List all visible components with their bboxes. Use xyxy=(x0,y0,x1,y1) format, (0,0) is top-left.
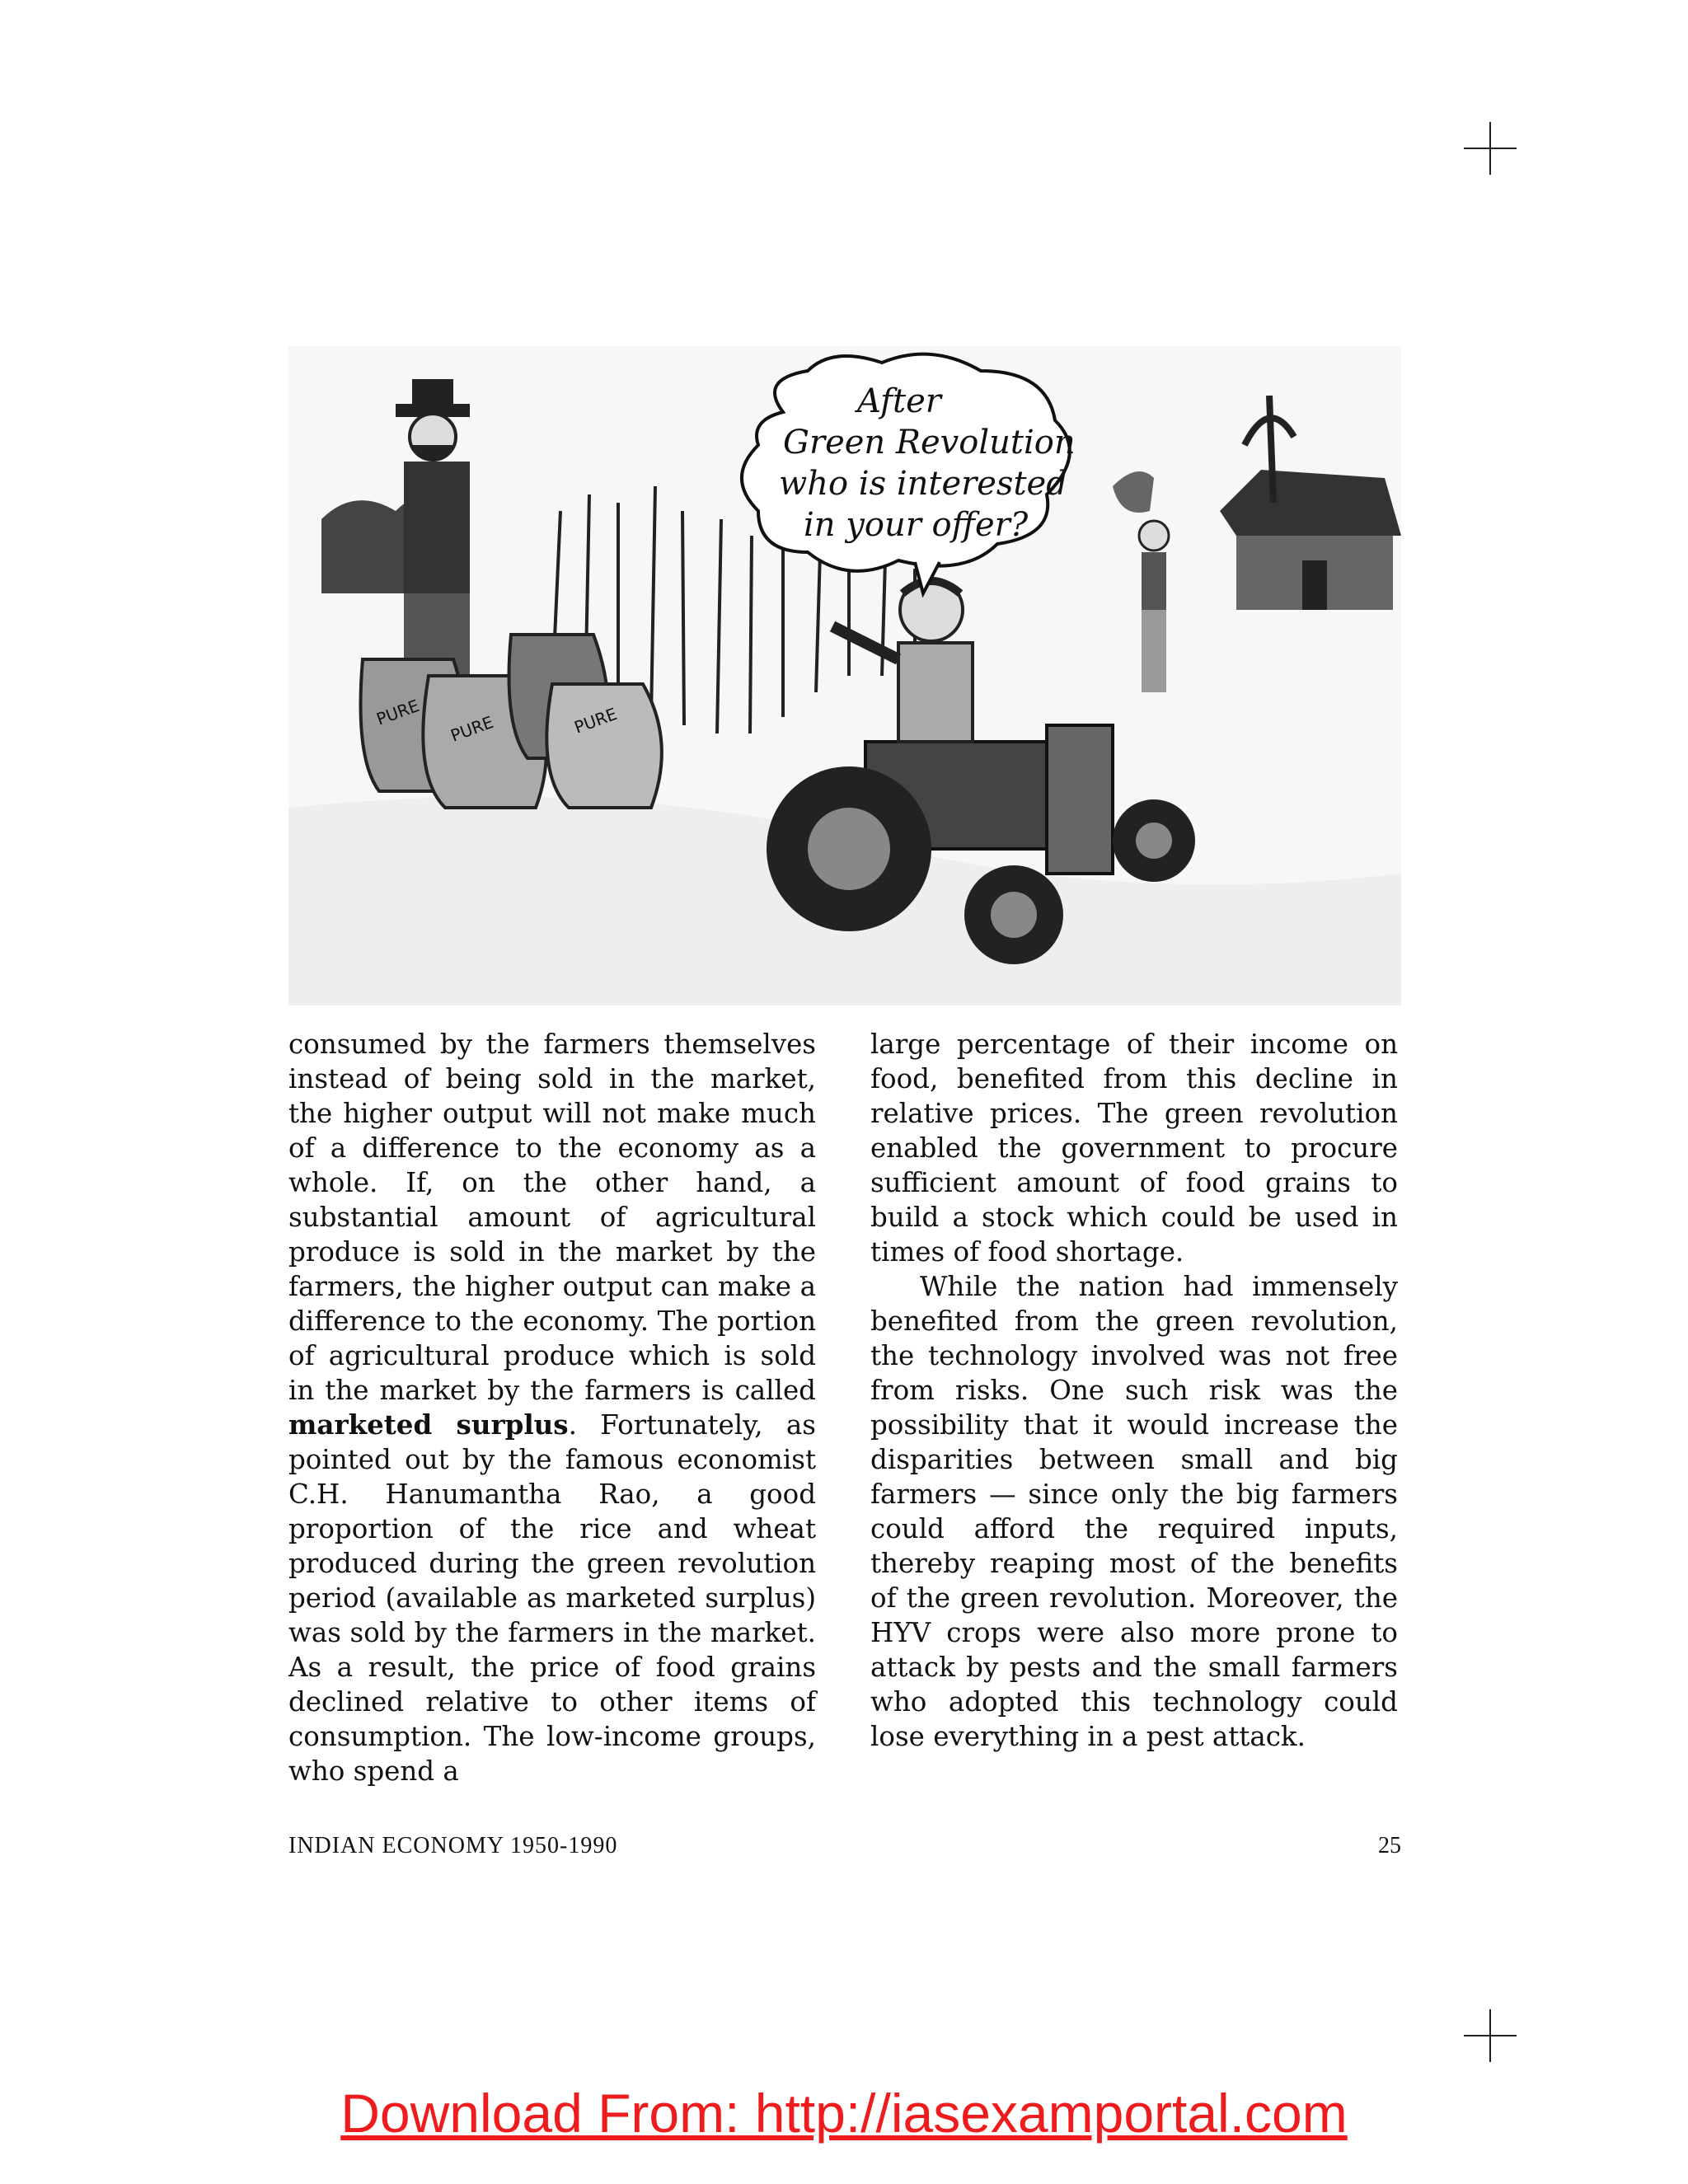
green-revolution-cartoon xyxy=(288,346,1401,1005)
left-text-before-term: consumed by the farmers themselves instead of being sold in the market, the higher output will not make much of a difference to the economy as a whole. If, on the other hand, a substantial amount of agricultural produce is sold in the market by the farmers, the higher output can make a difference to the economy. The portion of agricultural produce which is sold in the market by the farmers is called xyxy=(288,1029,816,1406)
sack-label-2: PURE xyxy=(448,711,496,746)
left-paragraph xyxy=(288,1027,816,1788)
download-link[interactable]: Download From: http://iasexamportal.com xyxy=(340,2083,1348,2144)
speech-line-4: in your offer? xyxy=(804,506,1029,544)
right-paragraph-1: large percentage of their income on food, benefited from this decline in relative prices. The green revolution enabled the government to procure sufficient amount of food grains to build a stock which could be used in times of food shortage. xyxy=(870,1029,1398,1268)
crop-mark-bottom xyxy=(1464,2009,1517,2062)
speech-line-3: who is interested xyxy=(779,465,1067,503)
left-text-after-term: . Fortunately, as pointed out by the famous economist C.H. Hanumantha Rao, a good proportion of the rice and wheat produced during the green revolution period (available as marketed surplus) was sold by the farmers in the market. As a result, the price of food grains declined relative to other items of consumption. The low-income groups, who spend a xyxy=(288,1409,816,1787)
text-column-left xyxy=(288,1027,816,1788)
page-number: 25 xyxy=(1378,1833,1401,1858)
sack-label-1: PURE xyxy=(373,695,422,729)
right-paragraph-2: While the nation had immensely benefited from the green revolution, the technology involved was not free from risks. One such risk was the possibility that it would increase the disparities between small and big farmers — since only the big farmers could afford the required inputs, thereby reaping most of the benefits of the green revolution. Moreover, the HYV crops were also more prone to attack by pests and the small farmers who adopted this technology could lose everything in a pest attack. xyxy=(870,1271,1398,1752)
speech-line-2: Green Revolution xyxy=(783,424,1076,462)
crop-mark-top xyxy=(1464,122,1517,175)
footer-book-title: INDIAN ECONOMY 1950-1990 xyxy=(288,1833,618,1858)
speech-line-1: After xyxy=(857,382,941,420)
sack-label-3: PURE xyxy=(571,703,620,738)
marketed-surplus-term: marketed surplus xyxy=(288,1408,569,1441)
text-column-right xyxy=(870,1027,1398,1754)
